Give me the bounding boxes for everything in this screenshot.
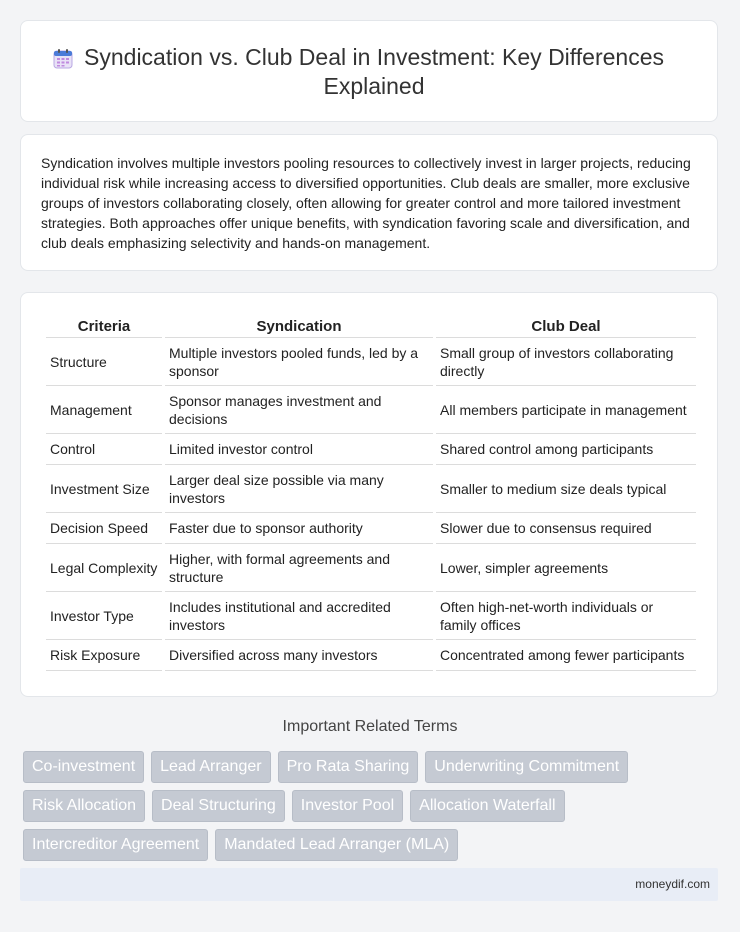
table-header-row [46,315,696,338]
related-terms-title: Important Related Terms [282,718,458,735]
club-deal-cell: Concentrated among fewer participants [436,640,696,671]
comparison-card [20,292,718,697]
header-card [20,20,718,122]
syndication-cell: Larger deal size possible via many investors [165,465,433,513]
tag-allocation-waterfall[interactable]: Allocation Waterfall [410,790,564,822]
table-row [46,513,696,544]
table-row [46,386,696,434]
criteria-cell: Control [46,434,162,465]
syndication-cell: Faster due to sponsor authority [165,513,433,544]
club-deal-cell: Shared control among participants [436,434,696,465]
club-deal-cell: Smaller to medium size deals typical [436,465,696,513]
club-deal-cell: Slower due to consensus required [436,513,696,544]
syndication-cell: Higher, with formal agreements and structure [165,544,433,592]
related-terms-list [23,751,723,861]
table-row [46,434,696,465]
criteria-cell: Investment Size [46,465,162,513]
tag-intercreditor-agreement[interactable]: Intercreditor Agreement [23,829,208,861]
footer-site[interactable]: moneydif.com [635,877,710,891]
criteria-cell: Structure [46,338,162,386]
syndication-cell: Limited investor control [165,434,433,465]
intro-text: Syndication involves multiple investors pooling resources to collectively invest in larger projects, reducing individual risk while increasing access to diversified opportunities. Club deals are smaller, more exclusive groups of investors collaborating closely, often allowing for greater control and more tailored investment strategies. Both approaches offer unique benefits, with syndication favoring scale and diversification, and club deals emphasizing selectivity and hands-on management. [41,155,691,251]
tag-co-investment[interactable]: Co-investment [23,751,144,783]
syndication-cell: Diversified across many investors [165,640,433,671]
table-row [46,544,696,592]
tag-deal-structuring[interactable]: Deal Structuring [152,790,285,822]
club-deal-cell: Often high-net-worth individuals or family offices [436,592,696,640]
tag-lead-arranger[interactable]: Lead Arranger [151,751,270,783]
tag-pro-rata-sharing[interactable]: Pro Rata Sharing [278,751,419,783]
criteria-cell: Risk Exposure [46,640,162,671]
tag-underwriting-commitment[interactable]: Underwriting Commitment [425,751,628,783]
header-criteria: Criteria [46,315,162,338]
syndication-cell: Multiple investors pooled funds, led by a sponsor [165,338,433,386]
syndication-cell: Sponsor manages investment and decisions [165,386,433,434]
tag-investor-pool[interactable]: Investor Pool [292,790,403,822]
intro-card [20,134,718,271]
criteria-cell: Decision Speed [46,513,162,544]
tag-mandated-lead-arranger[interactable]: Mandated Lead Arranger (MLA) [215,829,458,861]
table-row [46,640,696,671]
header-syndication: Syndication [165,315,433,338]
comparison-table [43,315,699,671]
table-row [46,338,696,386]
tag-risk-allocation[interactable]: Risk Allocation [23,790,145,822]
club-deal-cell: Lower, simpler agreements [436,544,696,592]
footer [20,868,718,901]
criteria-cell: Management [46,386,162,434]
table-row [46,592,696,640]
header-club-deal: Club Deal [436,315,696,338]
page-title: Syndication vs. Club Deal in Investment: Key Differences Explained [84,44,664,99]
syndication-cell: Includes institutional and accredited investors [165,592,433,640]
criteria-cell: Legal Complexity [46,544,162,592]
club-deal-cell: Small group of investors collaborating directly [436,338,696,386]
club-deal-cell: All members participate in management [436,386,696,434]
criteria-cell: Investor Type [46,592,162,640]
table-row [46,465,696,513]
